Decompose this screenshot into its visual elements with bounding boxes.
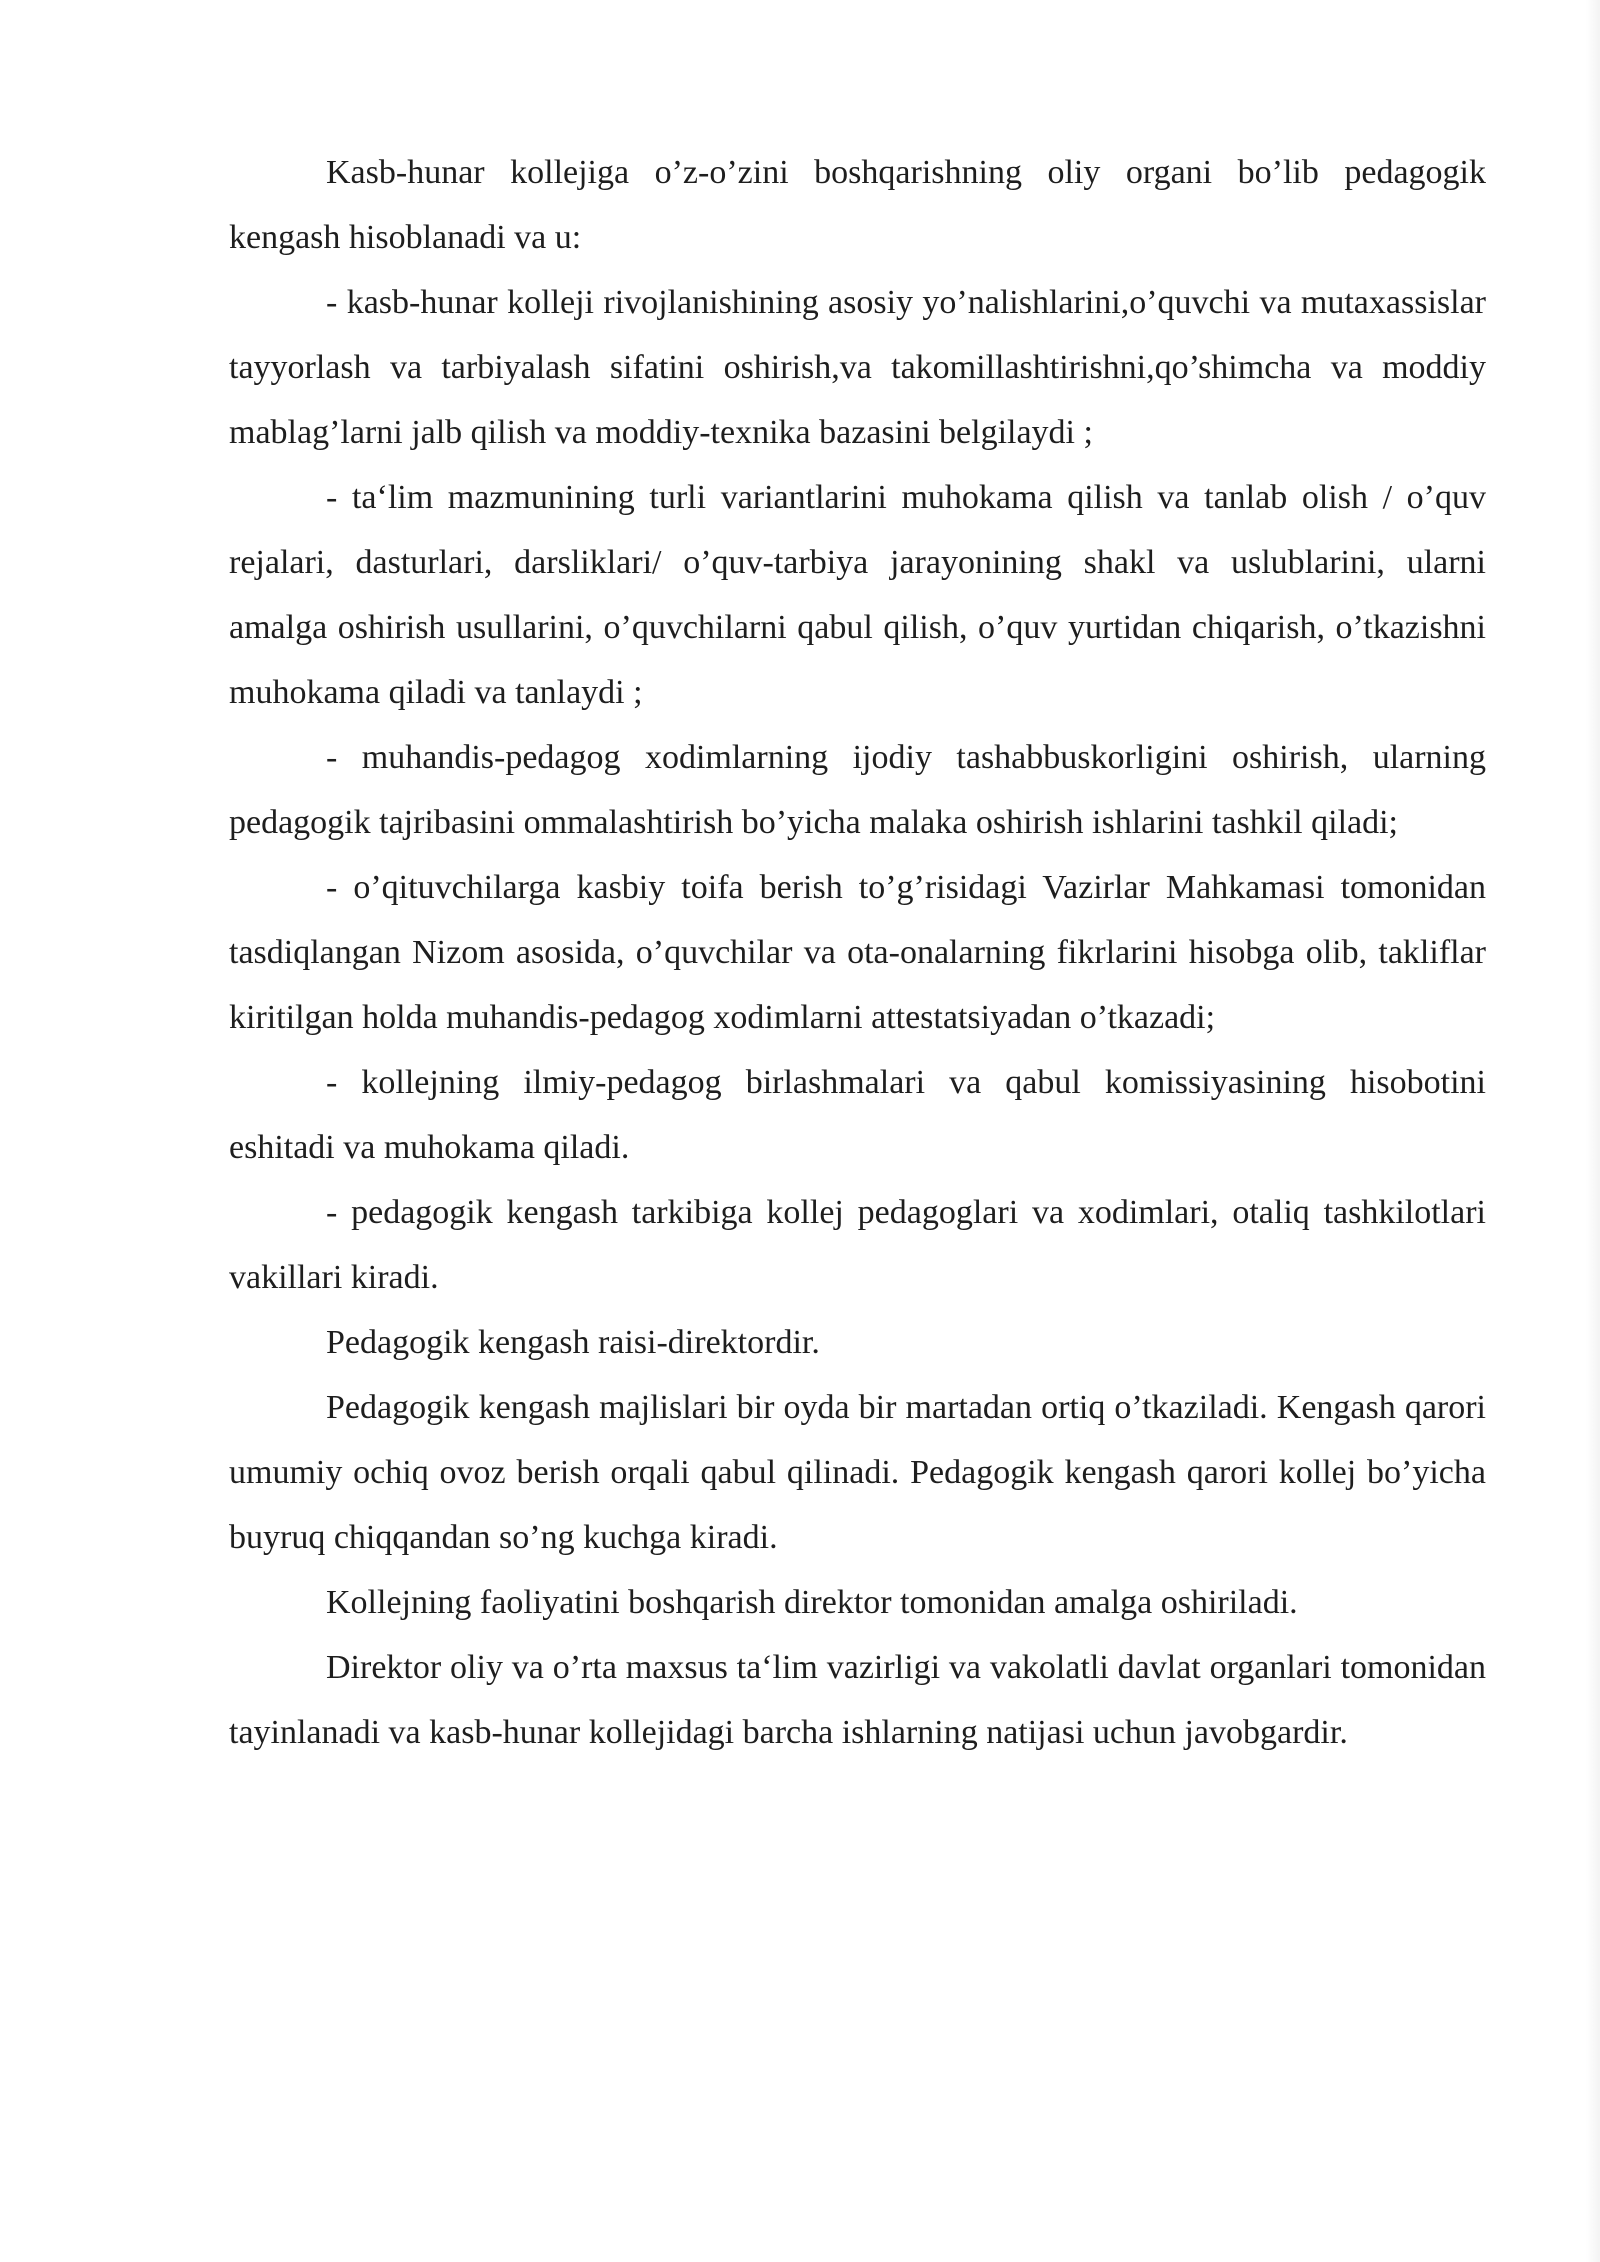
paragraph-commission-reports: - kollejning ilmiy-pedagog birlashmalari va qabul komissiyasining hisobotini eshitadi va muhokama qiladi. — [229, 1064, 1486, 1166]
paragraph-council-composition: - pedagogik kengash tarkibiga kollej pedagoglari va xodimlari, otaliq tashkilotlari vakillari kiradi. — [229, 1194, 1486, 1296]
paragraph-intro: Kasb-hunar kollejiga o’z-o’zini boshqarishning oliy organi bo’lib pedagogik kengash hisoblanadi va u: — [229, 154, 1486, 256]
paragraph-council-meetings: Pedagogik kengash majlislari bir oyda bir martadan ortiq o’tkaziladi. Kengash qarori umumiy ochiq ovoz berish orqali qabul qilinadi. Pedagogik kengash qarori kollej bo’yicha buyruq chiqqandan so’ng kuchga kiradi. — [229, 1389, 1486, 1556]
paragraph-director-appointment: Direktor oliy va o’rta maxsus ta‘lim vazirligi va vakolatli davlat organlari tomonidan tayinlanadi va kasb-hunar kollejidagi barcha ishlarning natijasi uchun javobgardir. — [229, 1649, 1486, 1751]
paragraph-staff-initiative: - muhandis-pedagog xodimlarning ijodiy tashabbuskorligini oshirish, ularning pedagogik tajribasini ommalashtirish bo’yicha malaka oshirish ishlarini tashkil qiladi; — [229, 739, 1486, 841]
page-edge-shadow — [1586, 0, 1600, 2262]
document-body — [229, 140, 1486, 1765]
paragraph-attestation: - o’qituvchilarga kasbiy toifa berish to’g’risidagi Vazirlar Mahkamasi tomonidan tasdiqlangan Nizom asosida, o’quvchilar va ota-onalarning fikrlarini hisobga olib, takliflar kiritilgan holda muhandis-pedagog xodimlarni attestatsiyadan o’tkazadi; — [229, 869, 1486, 1036]
paragraph-college-management: Kollejning faoliyatini boshqarish direktor tomonidan amalga oshiriladi. — [326, 1584, 1298, 1621]
paragraph-council-chair: Pedagogik kengash raisi-direktordir. — [326, 1324, 820, 1361]
paragraph-development-directions: - kasb-hunar kolleji rivojlanishining asosiy yo’nalishlarini,o’quvchi va mutaxassislar tayyorlash va tarbiyalash sifatini oshirish,va takomillashtirishni,qo’shimcha va moddiy mablag’larni jalb qilish va moddiy-texnika bazasini belgilaydi ; — [229, 284, 1486, 451]
paragraph-curriculum-variants: - ta‘lim mazmunining turli variantlarini muhokama qilish va tanlab olish / o’quv rejalari, dasturlari, darsliklari/ o’quv-tarbiya jarayonining shakl va uslublarini, ularni amalga oshirish usullarini, o’quvchilarni qabul qilish, o’quv yurtidan chiqarish, o’tkazishni muhokama qiladi va tanlaydi ; — [229, 479, 1486, 711]
